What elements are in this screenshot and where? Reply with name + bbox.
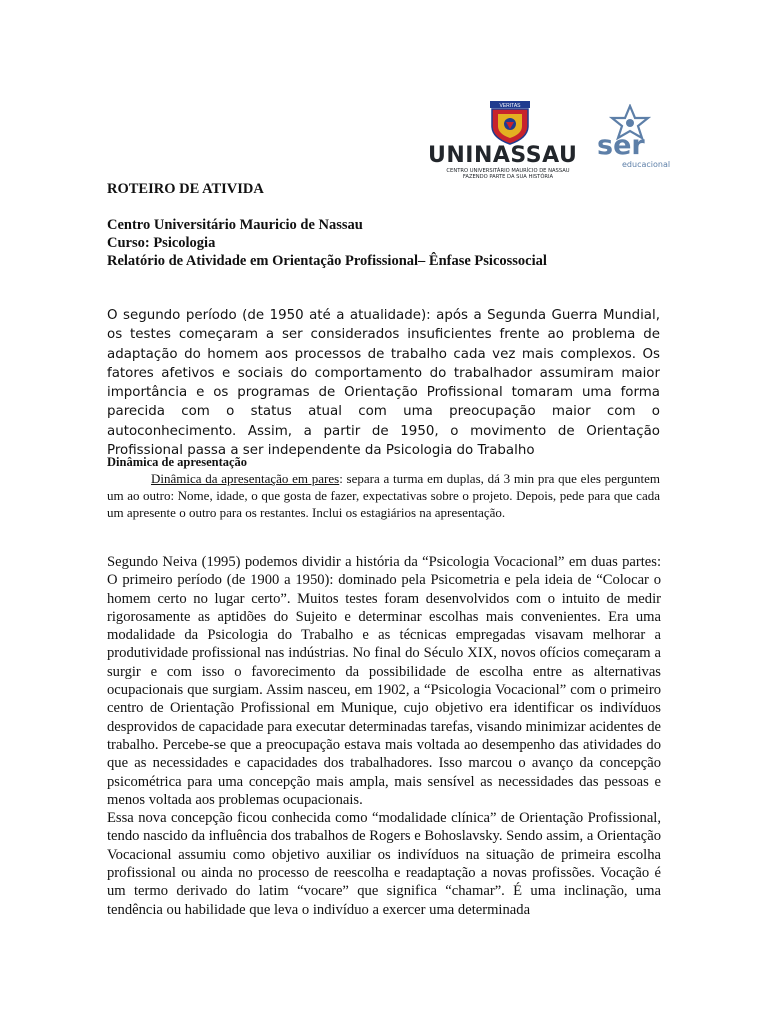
body-section (107, 553, 661, 919)
body-paragraph-2: Essa nova concepção ficou conhecida como “modalidade clínica” de Orientação Profissional, tendo nascido da influência dos trabalhos de Rogers e Bohoslavsky. Sendo assim, a Orientação Vocacional assumiu como objetivo auxiliar os indivíduos na situação de primeira escolha profissional ou ainda no processo de reescolha e readaptação a novas profissões. Vocação é um termo derivado do latim “vocare” que significa “chamar”. É uma inclinação, uma tendência ou habilidade que leva o indivíduo a exercer uma determinada (107, 810, 661, 918)
course-name: Curso: Psicologia (107, 235, 216, 251)
dynamics-underlined-term: Dinâmica da apresentação em pares (151, 471, 340, 486)
ser-wordmark: ser (597, 130, 645, 161)
document-header (107, 180, 667, 270)
body-paragraph-1: Segundo Neiva (1995) podemos dividir a história da “Psicologia Vocacional” em duas partes: O primeiro período (de 1900 a 1950): dominado pela Psicometria e pela ideia de “Colocar o homem certo no lugar certo”. Muitos testes foram desenvolvidos com o intuito de medir rigorosamente as aptidões do Sujeito e determinar escolhas mais convenientes. Era uma modalidade da Psicologia do Trabalho e as técnicas empregadas visavam melhorar a produtividade profissional nas indústrias. No final do Século XIX, novos ofícios começaram a surgir e com isso o favorecimento da possibilidade de escolha entre as alternativas ocupacionais que surgiam. Assim nasceu, em 1902, a “Psicologia Vocacional” com o primeiro centro de Orientação Profissional em Munique, cujo objetivo era identificar os indivíduos desprovidos de capacidade para executar determinadas tarefas, visando minimizar acidentes de trabalho. Percebe-se que a preocupação estava mais voltada ao desempenho das atividades do que as necessidades e capacidades dos trabalhadores. Isso marcou o avanço da concepção psicométrica para uma concepção mais ampla, mais sensível as necessidades das pessoas e menos voltada aos problemas ocupacionais. (107, 554, 661, 808)
ser-educacional-logo (594, 104, 670, 170)
institution-name: Centro Universitário Mauricio de Nassau (107, 217, 363, 233)
uninassau-wordmark: UNINASSAU (428, 143, 578, 168)
intro-paragraph: O segundo período (de 1950 até a atualidade): após a Segunda Guerra Mundial, os testes começaram a ser considerados insuficientes frente ao problema de adaptação do homem aos processos de trabalho cada vez mais complexos. Os fatores afetivos e sociais do comportamento do trabalhador assumiram maior importância e os programas de Orientação Profissional tomaram uma forma parecida com o status atual com uma preocupação maior com o autoconhecimento. Assim, a partir de 1950, o movimento de Orientação Profissional passa a ser independente da Psicologia do Trabalho (107, 308, 660, 459)
dynamics-paragraph (107, 470, 660, 521)
dynamics-heading: Dinâmica de apresentação (107, 455, 248, 469)
document-title: ROTEIRO DE ATIVIDA (107, 181, 264, 197)
uninassau-tagline-1: CENTRO UNIVERSITÁRIO MAURÍCIO DE NASSAU (446, 168, 570, 174)
intro-section (107, 306, 660, 460)
crest-text: VERITAS (499, 103, 521, 109)
ser-subtitle: educacional (622, 160, 671, 169)
report-title: Relatório de Atividade em Orientação Profissional– Ênfase Psicossocial (107, 253, 547, 269)
dynamics-text: : separa a turma em duplas, dá 3 min pra que eles perguntem um ao outro: Nome, idade, o que gosta de fazer, expectativas sobre o projeto. Depois, pede para que cada um apresente o outro para os restantes. Inclui os estagiários na apresentação. (107, 471, 660, 520)
uninassau-logo (428, 98, 588, 188)
uninassau-tagline-2: FAZENDO PARTE DA SUA HISTÓRIA (462, 174, 554, 180)
